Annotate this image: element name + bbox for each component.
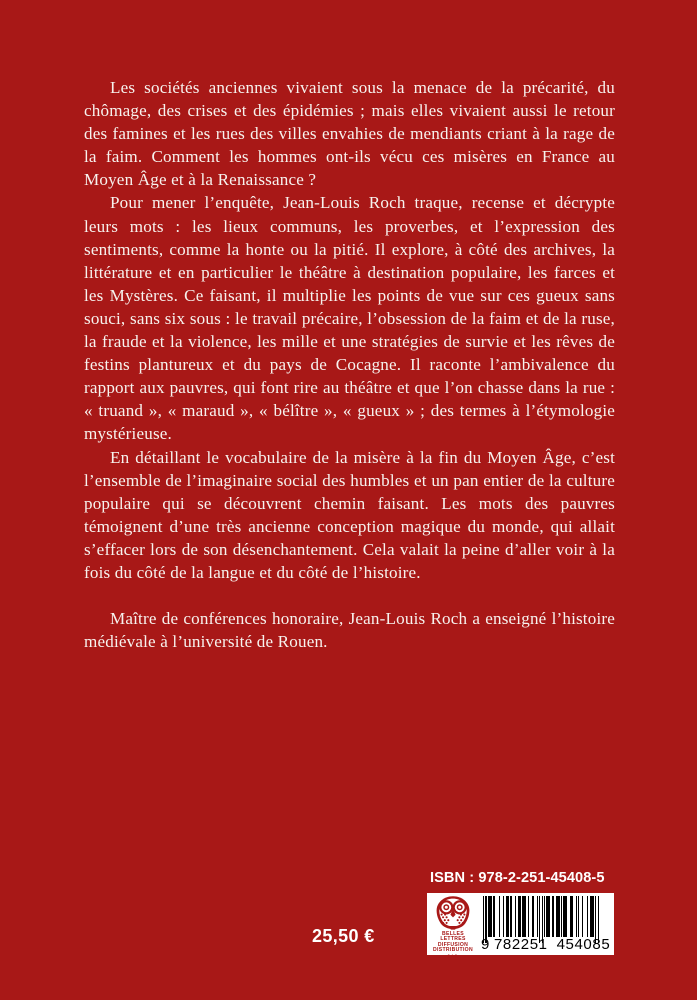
owl-icon — [431, 895, 475, 931]
blurb-paragraph-1: Les sociétés anciennes vivaient sous la menace de la précarité, du chômage, des crises et des épidémies ; mais elles vivaient aussi le retour des famines et les rues des villes envahies de mendiants criant à la rage de la faim. Comment les hommes ont-ils vécu ces misères en France au Moyen Âge et à la Renaissance ? — [84, 78, 615, 190]
blurb-paragraph-3: En détaillant le vocabulaire de la misère à la fin du Moyen Âge, c’est l’ensemble de l’imaginaire social des humbles et un pan entier de la culture populaire qui se découvrent chemin faisant. Les mots des pauvres témoignent d’une très ancienne conception magique du monde, qui allait s’effacer lors de son désenchantement. Cela valait la peine d’aller voir à la fois du côté de la langue et du côté de l’histoire. — [84, 447, 615, 582]
blurb-text — [84, 76, 615, 653]
barcode-group-left: 782251 — [493, 936, 548, 953]
price-label: 25,50 € — [312, 926, 375, 946]
publisher-line-3: DISTRIBUTION — [433, 947, 473, 954]
blurb-paragraph-2: Pour mener l’enquête, Jean-Louis Roch traque, recense et décrypte leurs mots : les lieux communs, les proverbes, et l’expression des sentiments, comme la honte ou la pitié. Il explore, à côté des archives, la littérature et en particulier le théâtre à destination populaire, les farces et les Mystères. Ce faisant, il multiplie les points de vue sur ces gueux sans souci, sans six sous : le travail précaire, l’obsession de la faim et de la ruse, la fraude et la violence, les mille et une stratégies de survie et les rêves de festins plantureux et du pays de Cocagne. Il raconte l’ambivalence du rapport aux pauvres, qui font rire au théâtre et que l’on chasse dans la rue : « truand », « maraud », « bélître », « gueux » ; des termes à l’étymologie mystérieuse. — [84, 193, 615, 444]
cover-footer — [0, 862, 697, 962]
publisher-line-1: BELLES LETTRES — [440, 931, 466, 943]
barcode-bars — [483, 896, 599, 937]
author-bio-paragraph: Maître de conférences honoraire, Jean-Louis Roch a enseigné l’histoire médiévale à l’université de Rouen. — [84, 609, 615, 652]
publisher-logo-text — [429, 932, 477, 960]
barcode-lead-digit: 9 — [481, 936, 490, 953]
barcode-digits — [479, 936, 614, 953]
isbn-label: ISBN : 978-2-251-45408-5 — [430, 870, 605, 886]
barcode-group-right: 454085 — [556, 936, 611, 953]
publisher-line-4: S.A.S. — [447, 954, 459, 959]
publisher-line-2: DIFFUSION — [437, 941, 469, 948]
publisher-logo — [427, 893, 479, 959]
barcode — [479, 893, 614, 955]
codes-group — [427, 893, 614, 959]
